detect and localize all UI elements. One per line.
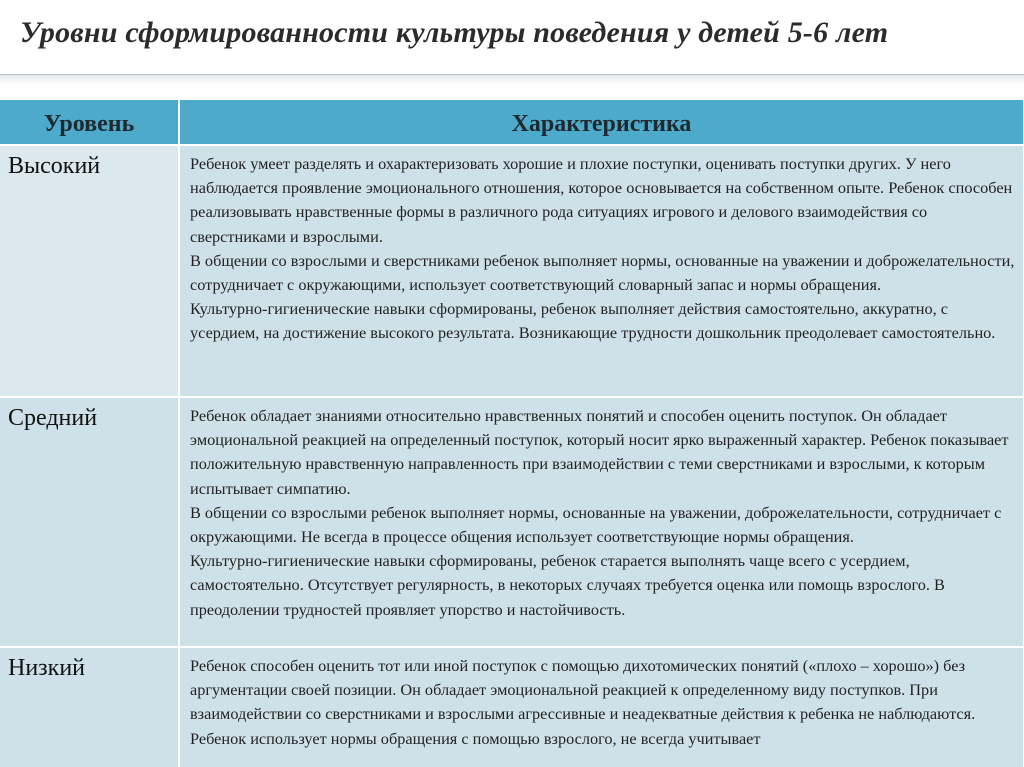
level-medium: Средний — [0, 397, 179, 647]
paragraph: Ребенок способен оценить тот или иной поступок с помощью дихотомических понятий («плохо – хорошо») без аргументации своей позиции. Он обладает эмоциональной реакцией к определенному виду поступков. При взаимодействии со сверстниками и взрослыми агрессивные и неадекватные действия к ребенка не наблюдаются. — [190, 656, 976, 724]
paragraph: Культурно-гигиенические навыки сформированы, ребенок старается выполнять чаще всего с усердием, самостоятельно. Отсутствует регулярность, в некоторых случаях требуется оценка или помощь взрослого. В преодолении трудностей проявляет упорство и настойчивость. — [190, 551, 945, 619]
page-title: Уровни сформированности культуры поведения у детей 5-6 лет — [20, 16, 889, 49]
description-low — [179, 647, 1024, 767]
table-row — [0, 397, 1024, 647]
table-row — [0, 647, 1024, 767]
paragraph: В общении со взрослыми ребенок выполняет нормы, основанные на уважении, доброжелательности, сотрудничает с окружающими. Не всегда в процессе общения использует соответствующие нормы обращения. — [190, 502, 1002, 547]
paragraph: Культурно-гигиенические навыки сформированы, ребенок выполняет действия самостоятельно, аккуратно, с усердием, на достижение высокого результата. Возникающие трудности дошкольник преодолевает самостоятельно. — [190, 299, 996, 343]
table-header-row — [0, 100, 1024, 145]
paragraph: В общении со взрослыми и сверстниками ребенок выполняет нормы, основанные на уважении и доброжелательности, сотрудничает с окружающими, использует соответствующий словарный запас и нормы обращения. — [190, 250, 1015, 295]
header-characteristic: Характеристика — [179, 100, 1024, 145]
paragraph: Ребенок обладает знаниями относительно нравственных понятий и способен оценить поступок. Он обладает эмоциональной реакцией на определенный поступок, который носит ярко выраженный характер. Ребенок показывает положительную нравственную направленность при взаимодействии с теми сверстниками и взрослыми, к которым испытывает симпатию. — [190, 406, 1009, 498]
description-medium — [179, 397, 1024, 647]
description-high — [179, 145, 1024, 397]
table-row — [0, 145, 1024, 397]
paragraph: Ребенок умеет разделять и охарактеризовать хорошие и плохие поступки, оценивать поступки других. У него наблюдается проявление эмоционального отношения, которое основывается на собственном опыте. Ребенок способен реализовывать нравственные формы в различного рода ситуациях игрового и делового взаимодействия со сверстниками и взрослыми. — [190, 154, 1013, 246]
level-low: Низкий — [0, 647, 179, 767]
header-level: Уровень — [0, 100, 179, 145]
level-high: Высокий — [0, 145, 179, 397]
paragraph: Ребенок использует нормы обращения с помощью взрослого, не всегда учитывает — [190, 728, 761, 748]
levels-table — [0, 100, 1024, 767]
title-bar — [0, 0, 1024, 75]
